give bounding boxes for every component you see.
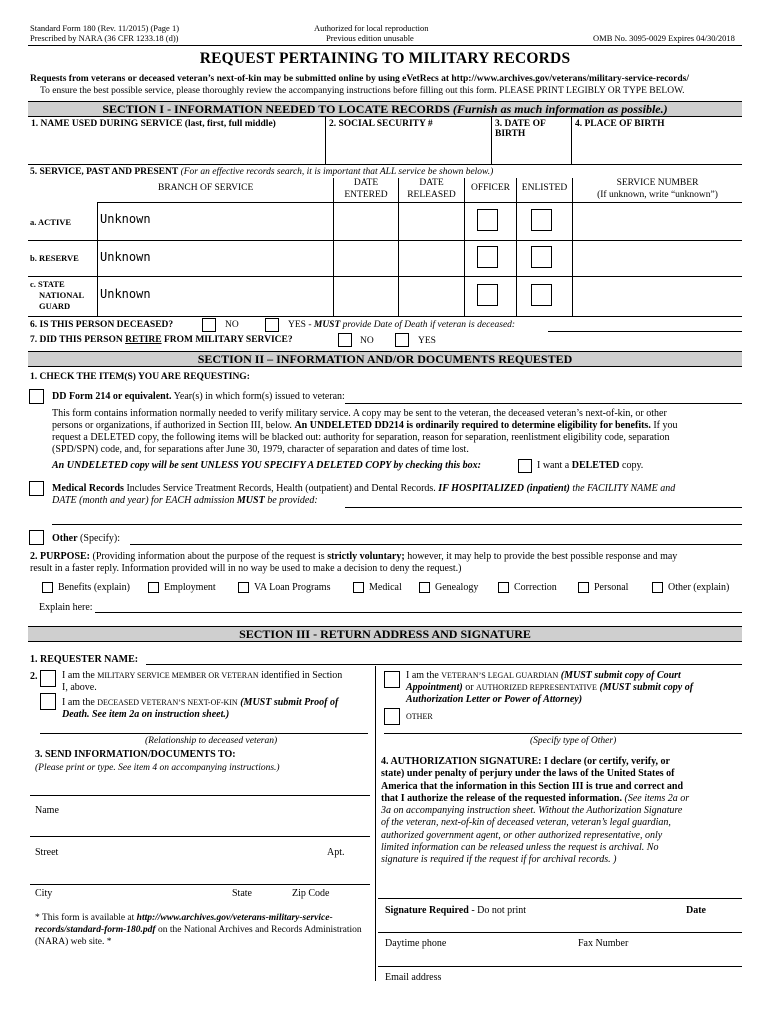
dd214-checkbox[interactable]: [29, 389, 44, 404]
section3-divider: [375, 666, 376, 981]
other-label-wrap: [52, 533, 120, 545]
purpose-medical-checkbox[interactable]: [353, 582, 364, 593]
col-date-entered: [334, 177, 398, 201]
footnote-a: * This form is available at: [35, 913, 135, 923]
deceased-no-label: NO: [225, 320, 239, 330]
daytime-phone-label: Daytime phone: [385, 938, 447, 949]
dd214-p4: (SPD/SPN) code, and, for separations after June 30, 1979, character of separation and dates of time lost.: [52, 444, 469, 455]
service-header-rule: [97, 202, 742, 203]
other-specify: (Specify):: [80, 533, 121, 544]
row-state-label-2: NATIONAL: [39, 290, 85, 300]
row-state-label-3: GUARD: [39, 301, 71, 311]
nok-b: (MUST submit Proof of: [240, 697, 339, 708]
date-of-death-line[interactable]: [548, 331, 742, 332]
retire-question-pre: 7. DID THIS PERSON: [30, 335, 123, 345]
relationship-line[interactable]: [40, 733, 368, 734]
fax-label: Fax Number: [578, 938, 629, 949]
intro-instructions: To ensure the best possible service, please thoroughly review the accompanying instructions before filling out this form. PLEASE PRINT LEGIBLY OR TYPE BELOW.: [40, 86, 685, 96]
footnote-b: on the National Archives and Records Administration (NARA) web site. *: [35, 925, 362, 947]
retire-question-post: FROM MILITARY SERVICE?: [163, 335, 293, 345]
purpose-medical-label: Medical: [369, 582, 402, 593]
row-active-label: a. ACTIVE: [30, 217, 72, 227]
name-field-label: 1. NAME USED DURING SERVICE (last, first, full middle): [31, 119, 276, 129]
purpose-genealogy-label: Genealogy: [435, 582, 479, 593]
auth-line-7: authorized government agent, or other authorized representative, only: [381, 829, 663, 841]
relationship-caption: (Relationship to deceased veteran): [145, 736, 278, 746]
active-officer-checkbox[interactable]: [477, 209, 498, 231]
deceased-yes-checkbox[interactable]: [265, 318, 279, 332]
apt-label: Apt.: [327, 847, 345, 858]
signature-dont-print: - Do not print: [471, 905, 527, 916]
deceased-note: provide Date of Death if veteran is deceased:: [342, 320, 516, 330]
purpose-personal-checkbox[interactable]: [578, 582, 589, 593]
section2-header: SECTION II – INFORMATION AND/OR DOCUMENTS REQUESTED: [28, 351, 742, 367]
purpose-va-loan-checkbox[interactable]: [238, 582, 249, 593]
guardian-caps: VETERAN’S LEGAL GUARDIAN: [441, 671, 559, 680]
auth-line-1: 4. AUTHORIZATION SIGNATURE: I declare (or certify, verify, or: [381, 756, 670, 767]
footnote-url[interactable]: http://www.archives.gov/veterans-military-service-records/standard-form-180.pdf: [35, 913, 333, 935]
legal-guardian-label: [406, 670, 742, 706]
undeleted-note: An UNDELETED copy will be sent UNLESS YOU SPECIFY A DELETED COPY by checking this box:: [52, 460, 482, 471]
reserve-enlisted-checkbox[interactable]: [531, 246, 552, 268]
purpose-employment-checkbox[interactable]: [148, 582, 159, 593]
deceased-yes-label: [288, 320, 515, 330]
member-c: I, above.: [62, 682, 97, 693]
row-state-label-1: c. STATE: [30, 279, 65, 289]
form-id-line1: Standard Form 180 (Rev. 11/2015) (Page 1): [30, 23, 180, 33]
row-reserve-label: b. RESERVE: [30, 253, 79, 263]
pob-field[interactable]: [572, 117, 742, 164]
other-label: Other: [52, 533, 78, 544]
medical-must: MUST: [236, 495, 265, 506]
dd214-p2a: persons or organizations, if authorized in Section III, below.: [52, 420, 292, 431]
zip-label: Zip Code: [292, 888, 330, 899]
reproduction-note: [314, 23, 428, 43]
service-col-rule-5: [516, 178, 517, 316]
nok-c: Death. See item 2a on instruction sheet.): [62, 709, 230, 720]
medical-hosp2: the FACILITY NAME and: [572, 483, 676, 494]
deleted-pre: I want a: [537, 460, 570, 471]
section1-header: [28, 101, 742, 117]
member-caps: MILITARY SERVICE MEMBER OR VETERAN: [97, 671, 259, 680]
name-label: Name: [35, 805, 59, 816]
dd214-description: [52, 408, 742, 456]
form-id: [30, 23, 179, 43]
explain-label: Explain here:: [39, 602, 93, 613]
purpose-correction-checkbox[interactable]: [498, 582, 509, 593]
street-line-top[interactable]: [30, 836, 370, 837]
auth-line-2: state) under penalty of perjury under the laws of the United States of: [381, 768, 675, 780]
service-col-rule-1: [97, 202, 98, 316]
omb-number: OMB No. 3095-0029 Expires 04/30/2018: [593, 33, 735, 43]
purpose-label: 2. PURPOSE:: [30, 551, 90, 562]
dd214-p2b: An UNDELETED DD214 is ordinarily required to determine eligibility for benefits.: [294, 420, 651, 431]
other-requester-label: OTHER: [406, 712, 433, 721]
guardian-b: (MUST submit copy of Court: [560, 670, 681, 681]
purpose-genealogy-checkbox[interactable]: [419, 582, 430, 593]
purpose-employment-label: Employment: [164, 582, 216, 593]
col-service-number-1: SERVICE NUMBER: [616, 178, 699, 188]
ssn-field-label: 2. SOCIAL SECURITY #: [329, 119, 433, 129]
col-enlisted: ENLISTED: [521, 183, 568, 193]
active-enlisted-checkbox[interactable]: [531, 209, 552, 231]
auth-line-3: America that the information in this Section III is true and correct and: [381, 780, 684, 792]
dd214-p1: This form contains information normally needed to verify military service. A copy may be sent to the veteran, the deceased veteran’s next-of-kin, or other: [52, 408, 667, 419]
section1-title: SECTION I - INFORMATION NEEDED TO LOCATE RECORDS: [102, 102, 450, 116]
purpose-text-a: (Providing information about the purpose of the request is: [92, 551, 325, 562]
medical-line2b: be provided:: [267, 495, 318, 506]
nok-a: I am the: [62, 697, 95, 708]
medical-facility-line[interactable]: [345, 507, 742, 508]
header-rule: [28, 45, 742, 46]
retire-no-label: NO: [360, 336, 374, 346]
dd214-p3: request a DELETED copy, the following items will be blacked out: authority for separation, reason for separation, reenlistment eligibility code, separation: [52, 432, 670, 443]
purpose-personal-label: Personal: [594, 582, 629, 593]
auth-line-9: signature is required if the request if for archival records. ): [381, 854, 617, 866]
section1-note: (Furnish as much information as possible.): [452, 102, 668, 116]
dob-field-label: 3. DATE OF BIRTH: [495, 119, 546, 139]
auth-line-8: limited information can be released unless the request is archival. No: [381, 842, 659, 854]
retire-question: [30, 335, 293, 345]
next-of-kin-label: [62, 697, 372, 721]
auth-line-6: of the veteran, next-of-kin of deceased veteran, veteran’s legal guardian,: [381, 817, 671, 829]
signature-line[interactable]: [378, 898, 742, 899]
col-date-released-2: RELEASED: [407, 190, 456, 200]
ssn-field[interactable]: [326, 117, 492, 164]
purpose-text-c: however, it may help to provide the best possible response and may: [407, 551, 678, 562]
service-note: (For an effective records search, it is important that ALL service be shown below.): [180, 167, 494, 177]
guardian-f: Authorization Letter or Power of Attorney): [406, 694, 583, 705]
guardian-a: I am the: [406, 670, 439, 681]
nok-caps: DECEASED VETERAN’S NEXT-OF-KIN: [97, 698, 238, 707]
auth-line-4b: (See items 2a or: [624, 792, 690, 804]
send-to-note: (Please print or type. See item 4 on accompanying instructions.): [35, 763, 280, 773]
reserve-branch-value[interactable]: Unknown: [100, 250, 151, 264]
deleted-bold: DELETED: [571, 460, 620, 471]
service-row-rule-1: [28, 240, 742, 241]
service-table: [28, 178, 742, 316]
dd214-label: DD Form 214 or equivalent.: [52, 391, 172, 402]
col-date-released-1: DATE: [419, 178, 444, 188]
state-branch-value[interactable]: Unknown: [100, 287, 151, 301]
medical-hosp: IF HOSPITALIZED (inpatient): [438, 483, 570, 494]
dd214-years-line[interactable]: [345, 403, 742, 404]
check-items-label: 1. CHECK THE ITEM(S) YOU ARE REQUESTING:: [30, 372, 250, 382]
deceased-yes-text: YES -: [288, 320, 312, 330]
pob-field-label: 4. PLACE OF BIRTH: [575, 119, 665, 129]
intro-online: Requests from veterans or deceased veteran’s next-of-kin may be submitted online by using eVetRecs at http://www.archives.gov/veterans/military-service-records/: [30, 74, 690, 84]
guardian-c: Appointment): [406, 682, 463, 693]
form-id-line2: Prescribed by NARA (36 CFR 1233.18 (d)): [30, 33, 179, 43]
medical-checkbox[interactable]: [29, 481, 44, 496]
member-veteran-checkbox[interactable]: [40, 670, 56, 687]
purpose-text: [30, 551, 742, 575]
send-to-label: 3. SEND INFORMATION/DOCUMENTS TO:: [35, 749, 236, 760]
reserve-officer-checkbox[interactable]: [477, 246, 498, 268]
col-date-entered-2: ENTERED: [344, 190, 388, 200]
legal-guardian-checkbox[interactable]: [384, 671, 400, 688]
auth-line-5: 3a on accompanying instruction sheet. Without the Authorization Signature: [381, 805, 683, 817]
street-label: Street: [35, 847, 59, 858]
auth-line-4: that I authorize the release of the requested information.: [381, 792, 622, 804]
service-row-rule-2: [28, 276, 742, 277]
dob-field[interactable]: [492, 117, 572, 164]
deleted-copy-checkbox[interactable]: [518, 459, 532, 473]
deceased-no-checkbox[interactable]: [202, 318, 216, 332]
section3-header: SECTION III - RETURN ADDRESS AND SIGNATURE: [28, 626, 742, 642]
name-field[interactable]: [28, 117, 326, 164]
dd214-p2c: If you: [653, 420, 678, 431]
member-a: I am the: [62, 670, 95, 681]
medical-facility-line-2[interactable]: [52, 524, 742, 525]
reproduction-line2: Previous edition unusable: [326, 33, 414, 43]
other-requester-checkbox[interactable]: [384, 708, 400, 725]
city-line-top[interactable]: [30, 884, 370, 885]
state-enlisted-checkbox[interactable]: [531, 284, 552, 306]
purpose-va-loan-label: VA Loan Programs: [254, 582, 331, 593]
requester-name-line[interactable]: [146, 664, 742, 665]
col-service-number-2: (If unknown, write “unknown”): [597, 190, 718, 200]
purpose-other-checkbox[interactable]: [652, 582, 663, 593]
retire-no-checkbox[interactable]: [338, 333, 352, 347]
service-heading: [30, 167, 493, 177]
member-veteran-label: [62, 670, 372, 694]
date-label: Date: [686, 905, 706, 916]
state-officer-checkbox[interactable]: [477, 284, 498, 306]
purpose-text-b: strictly voluntary;: [327, 551, 405, 562]
dd214-heading: [52, 391, 345, 403]
state-label: State: [232, 888, 252, 899]
item2-label: 2.: [30, 671, 38, 682]
medical-line1: [52, 483, 675, 495]
col-service-number: [573, 177, 742, 201]
email-line-top[interactable]: [378, 966, 742, 967]
col-date-released: [399, 177, 464, 201]
row-state-label: [30, 279, 84, 312]
col-officer: OFFICER: [470, 183, 511, 193]
footnote: [35, 912, 370, 948]
other-type-line[interactable]: [384, 733, 742, 734]
signature-required: Signature Required: [385, 905, 469, 916]
phone-line-top[interactable]: [378, 932, 742, 933]
purpose-correction-label: Correction: [514, 582, 557, 593]
guardian-e: (MUST submit copy of: [599, 682, 694, 693]
col-branch: BRANCH OF SERVICE: [158, 183, 254, 193]
purpose-benefits-label: Benefits (explain): [58, 582, 130, 593]
guardian-caps2: AUTHORIZED REPRESENTATIVE: [476, 683, 597, 692]
col-date-entered-1: DATE: [353, 178, 379, 188]
explain-line[interactable]: [95, 612, 742, 613]
purpose-benefits-checkbox[interactable]: [42, 582, 53, 593]
other-type-caption: (Specify type of Other): [530, 736, 617, 746]
service-label: 5. SERVICE, PAST AND PRESENT: [30, 167, 179, 177]
identity-row: [28, 117, 742, 165]
service-table-bottom: [28, 316, 742, 317]
reproduction-line1: Authorized for local reproduction: [314, 23, 429, 33]
active-branch-value[interactable]: Unknown: [100, 212, 151, 226]
city-label: City: [35, 888, 53, 899]
name-line[interactable]: [30, 795, 370, 796]
retire-yes-checkbox[interactable]: [395, 333, 409, 347]
medical-line2: [52, 495, 318, 507]
member-b: identified in Section: [261, 670, 343, 681]
service-col-rule-4: [464, 178, 465, 316]
purpose-other-label: Other (explain): [668, 582, 730, 593]
page-title: REQUEST PERTAINING TO MILITARY RECORDS: [199, 50, 571, 67]
deleted-copy-label: [537, 460, 643, 472]
deceased-question: 6. IS THIS PERSON DECEASED?: [30, 320, 174, 330]
guardian-d: or: [465, 682, 474, 693]
email-label: Email address: [385, 972, 442, 983]
medical-line2a: DATE (month and year) for EACH admission: [52, 495, 235, 506]
authorization-text: [381, 756, 741, 867]
dd214-years-label: Year(s) in which form(s) issued to veteran:: [173, 391, 345, 402]
other-specify-line[interactable]: [130, 544, 742, 545]
requester-name-label: 1. REQUESTER NAME:: [30, 654, 139, 665]
retire-word: RETIRE: [125, 335, 162, 345]
retire-yes-label: YES: [418, 336, 436, 346]
next-of-kin-checkbox[interactable]: [40, 693, 56, 710]
signature-label: [385, 905, 526, 917]
deleted-post: copy.: [622, 460, 644, 471]
medical-label: Medical Records: [52, 483, 124, 494]
purpose-text-2: result in a faster reply. Information provided will in no way be used to make a decision to deny the request.): [30, 563, 462, 574]
medical-text: Includes Service Treatment Records, Health (outpatient) and Dental Records.: [126, 483, 436, 494]
other-checkbox[interactable]: [29, 530, 44, 545]
deceased-must: MUST: [313, 320, 341, 330]
